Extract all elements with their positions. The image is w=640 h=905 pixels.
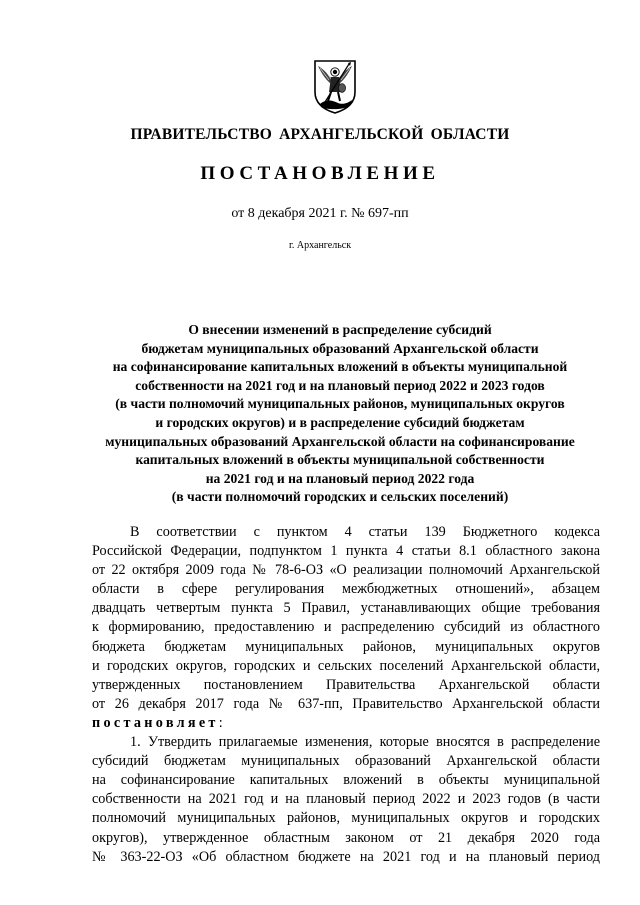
subject-line: капитальных вложений в объекты муниципальной собственности <box>135 452 545 468</box>
subject-line: собственности на 2021 год и на плановый период 2022 и 2023 годов <box>135 377 545 393</box>
body-line: № 363-22-ОЗ «Об областном бюджете на 2021 год и на плановый период <box>92 848 600 865</box>
body-line: бюджета бюджетам муниципальных районов, муниципальных округов <box>92 638 600 655</box>
body-line: от 26 декабря 2017 года № 637-пп, Правительство Архангельской области <box>92 695 600 712</box>
decree-word: постановляет <box>92 714 219 731</box>
subject-line: бюджетам муниципальных образований Архангельской области <box>141 340 539 356</box>
body-line: двадцать четвертым пункта 5 Правил, устанавливающих общие требования <box>92 600 600 617</box>
subject-line: и городских округов) и в распределение субсидий бюджетам <box>155 414 525 430</box>
body-line: В соответствии с пунктом 4 статьи 139 Бюджетного кодекса <box>130 524 600 540</box>
arkhangelsk-coat-of-arms-icon <box>312 58 358 114</box>
body-line: полномочий муниципальных районов, муниципальных округов и городских <box>92 810 600 827</box>
body-line: округов), утвержденное областным законом от 21 декабря 2020 года <box>92 829 600 846</box>
document-date-number: от 8 декабря 2021 г. № 697-пп <box>231 206 409 221</box>
subject-line: (в части полномочий городских и сельских поселений) <box>171 489 509 505</box>
body-line: к формированию, предоставлению и распределению субсидий из областного <box>92 619 600 636</box>
body-line: Российской Федерации, подпунктом 1 пункта 4 статьи 8.1 областного закона <box>92 543 600 560</box>
document-type-title: ПОСТАНОВЛЕНИЕ <box>200 163 440 184</box>
document-body <box>92 523 600 867</box>
body-line: и городских округов, городских и сельских поселений Архангельской области, <box>92 657 600 674</box>
body-line: утвержденных постановлением Правительства Архангельской области <box>92 676 600 693</box>
decree-line <box>92 714 600 733</box>
document-place: г. Архангельск <box>288 240 352 251</box>
government-title: ПРАВИТЕЛЬСТВО АРХАНГЕЛЬСКОЙ ОБЛАСТИ <box>130 126 510 143</box>
body-line: субсидий бюджетам муниципальных образований Архангельской области <box>92 753 600 770</box>
decree-colon: : <box>218 714 223 731</box>
document-subject <box>60 321 620 507</box>
subject-line: О внесении изменений в распределение субсидий <box>188 322 492 337</box>
subject-line: (в части полномочий муниципальных районов, муниципальных округов <box>115 396 565 412</box>
body-line: от 22 октября 2009 года № 78-6-ОЗ «О реализации полномочий Архангельской <box>92 562 600 579</box>
subject-line: на 2021 год и на плановый период 2022 года <box>205 470 475 486</box>
body-line: собственности на 2021 год и на плановый период 2022 и 2023 годов (в части <box>92 791 600 808</box>
body-line: 1. Утвердить прилагаемые изменения, которые вносятся в распределение <box>130 734 600 751</box>
subject-line: на софинансирование капитальных вложений в объекты муниципальной <box>112 359 568 375</box>
body-line: на софинансирование капитальных вложений в объекты муниципальной <box>92 772 600 789</box>
body-line: области в сфере регулирования межбюджетных отношений», абзацем <box>92 581 600 598</box>
subject-line: муниципальных образований Архангельской области на софинансирование <box>105 433 575 449</box>
